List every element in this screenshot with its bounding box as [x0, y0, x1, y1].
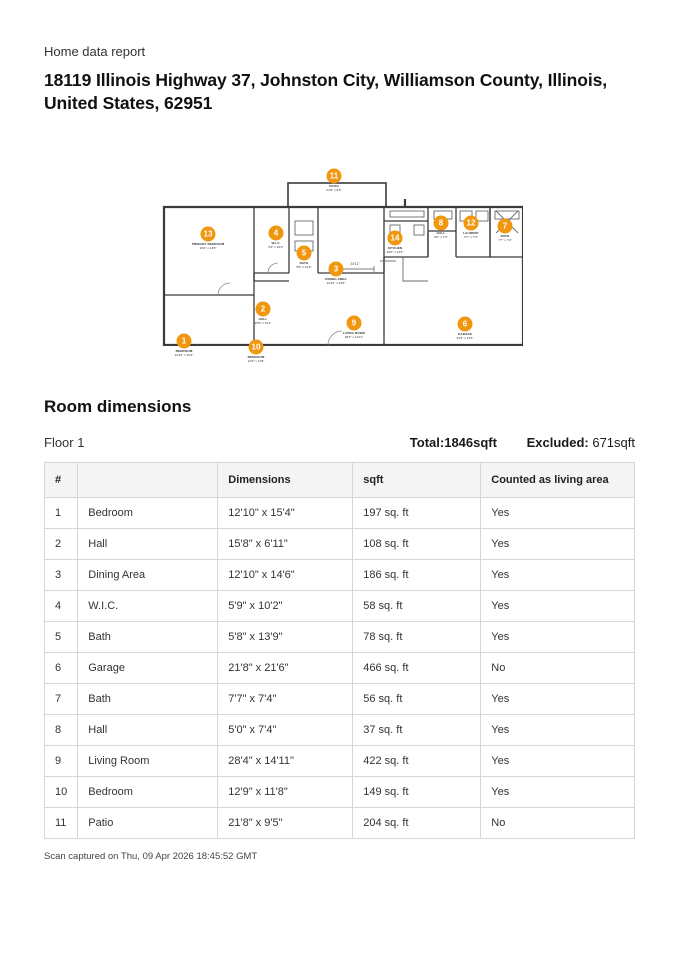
room-badge-12[interactable]: 12: [464, 216, 479, 231]
table-row: [45, 684, 635, 715]
cell-sqft: 149 sq. ft: [353, 777, 481, 808]
room-badge-5[interactable]: 5: [297, 246, 312, 261]
cell-living: No: [481, 653, 635, 684]
cell-living: Yes: [481, 529, 635, 560]
cell-number: 10: [45, 777, 78, 808]
area-totals: [410, 435, 635, 450]
cell-number: 3: [45, 560, 78, 591]
cell-room: W.I.C.: [78, 591, 218, 622]
cell-room: Bedroom: [78, 777, 218, 808]
report-kicker: Home data report: [44, 44, 146, 59]
cell-sqft: 108 sq. ft: [353, 529, 481, 560]
cell-room: Garage: [78, 653, 218, 684]
cell-number: 11: [45, 808, 78, 839]
cell-sqft: 422 sq. ft: [353, 746, 481, 777]
cell-room: Bath: [78, 622, 218, 653]
cell-dims: 5'0" x 7'4": [218, 715, 353, 746]
room-badge-1[interactable]: 1: [177, 334, 192, 349]
table-row: [45, 529, 635, 560]
room-label-1: BEDROOM 12'10" x 15'4": [174, 349, 194, 358]
table-header-row: [45, 463, 635, 498]
cell-living: Yes: [481, 715, 635, 746]
cell-dims: 28'4" x 14'11": [218, 746, 353, 777]
cell-number: 4: [45, 591, 78, 622]
room-label-2: HALL 15'8" x 6'11": [254, 317, 272, 326]
cell-number: 2: [45, 529, 78, 560]
table-row: [45, 746, 635, 777]
table-row: [45, 591, 635, 622]
total-label: Total:1846sqft: [409, 435, 497, 451]
col-room: [78, 463, 218, 498]
cell-dims: 12'10" x 15'4": [218, 498, 353, 529]
cell-room: Bedroom: [78, 498, 218, 529]
cell-dims: 21'8" x 21'6": [218, 653, 353, 684]
room-badge-14[interactable]: 14: [388, 231, 403, 246]
cell-living: Yes: [481, 498, 635, 529]
room-label-10: BEDROOM 12'9" x 11'8": [247, 355, 265, 364]
room-label-4: W.I.C. 5'9" x 10'2": [268, 241, 284, 250]
table-row: [45, 498, 635, 529]
cell-room: Bath: [78, 684, 218, 715]
room-label-8: HALL 5'0" x 7'4": [434, 231, 448, 240]
room-badge-9[interactable]: 9: [347, 316, 362, 331]
table-row: [45, 560, 635, 591]
room-label-9: LIVING ROOM 28'4" x 14'11": [343, 331, 365, 340]
room-badge-13[interactable]: 13: [201, 227, 216, 242]
cell-sqft: 186 sq. ft: [353, 560, 481, 591]
room-badge-3[interactable]: 3: [329, 262, 344, 277]
cell-dims: 12'10" x 14'6": [218, 560, 353, 591]
room-label-3: DINING AREA 12'10" x 14'6": [325, 277, 347, 286]
cell-dims: 15'8" x 6'11": [218, 529, 353, 560]
cell-dims: 12'9" x 11'8": [218, 777, 353, 808]
col-dimensions: Dimensions: [218, 463, 353, 498]
cell-sqft: 197 sq. ft: [353, 498, 481, 529]
room-label-14: KITCHEN 10'0" x 14'6": [386, 246, 404, 255]
cell-room: Living Room: [78, 746, 218, 777]
floor-summary-row: [44, 435, 635, 450]
room-label-7: BATH 7'7" x 7'4": [498, 234, 512, 243]
cell-sqft: 37 sq. ft: [353, 715, 481, 746]
room-label-6: GARAGE 21'8" x 21'6": [456, 332, 474, 341]
room-badge-4[interactable]: 4: [269, 226, 284, 241]
floorplan: [158, 161, 523, 364]
cell-dims: 7'7" x 7'4": [218, 684, 353, 715]
cell-number: 8: [45, 715, 78, 746]
section-title: Room dimensions: [44, 397, 192, 417]
cell-living: Yes: [481, 777, 635, 808]
col-living-area: Counted as living area: [481, 463, 635, 498]
table-row: [45, 715, 635, 746]
room-label-5: BATH 5'8" x 13'9": [296, 261, 312, 270]
room-badge-8[interactable]: 8: [434, 216, 449, 231]
table-row: [45, 653, 635, 684]
room-badge-11[interactable]: 11: [327, 169, 342, 184]
room-badge-6[interactable]: 6: [458, 317, 473, 332]
cell-number: 6: [45, 653, 78, 684]
cell-number: 1: [45, 498, 78, 529]
floorplan-section: [44, 161, 635, 364]
cell-living: Yes: [481, 622, 635, 653]
cell-sqft: 204 sq. ft: [353, 808, 481, 839]
room-badge-7[interactable]: 7: [498, 219, 513, 234]
cell-dims: 5'9" x 10'2": [218, 591, 353, 622]
room-label-13: PRIMARY BEDROOM 16'2" x 13'6": [191, 242, 225, 251]
table-row: [45, 777, 635, 808]
scan-timestamp: Scan captured on Thu, 09 Apr 2026 18:45:52 GMT: [44, 851, 258, 863]
cell-sqft: 58 sq. ft: [353, 591, 481, 622]
cell-room: Dining Area: [78, 560, 218, 591]
table-row: [45, 808, 635, 839]
col-number: #: [45, 463, 78, 498]
cell-number: 7: [45, 684, 78, 715]
excluded-value: 671sqft: [592, 435, 635, 451]
cell-dims: 5'8" x 13'9": [218, 622, 353, 653]
excluded-label: Excluded:: [526, 435, 589, 451]
cell-living: Yes: [481, 560, 635, 591]
cell-living: Yes: [481, 746, 635, 777]
cell-room: Patio: [78, 808, 218, 839]
cell-sqft: 56 sq. ft: [353, 684, 481, 715]
cell-number: 5: [45, 622, 78, 653]
room-label-12: LAUNDRY 6'7" x 7'4": [463, 231, 479, 240]
cell-living: Yes: [481, 684, 635, 715]
cell-sqft: 78 sq. ft: [353, 622, 481, 653]
col-sqft: sqft: [353, 463, 481, 498]
cell-room: Hall: [78, 715, 218, 746]
cell-living: No: [481, 808, 635, 839]
room-label-11: PATIO 21'8" x 9'5": [326, 184, 342, 193]
cell-number: 9: [45, 746, 78, 777]
room-badge-10[interactable]: 10: [249, 340, 264, 355]
page-title: 18119 Illinois Highway 37, Johnston City, Williamson County, Illinois, United States, 62951: [44, 70, 607, 114]
cell-sqft: 466 sq. ft: [353, 653, 481, 684]
room-badge-2[interactable]: 2: [256, 302, 271, 317]
cell-dims: 21'8" x 9'5": [218, 808, 353, 839]
floor-label: Floor 1: [44, 435, 85, 451]
svg-text:24'11": 24'11": [350, 262, 360, 267]
table-row: [45, 622, 635, 653]
room-dimensions-table: [44, 462, 635, 839]
cell-room: Hall: [78, 529, 218, 560]
cell-living: Yes: [481, 591, 635, 622]
